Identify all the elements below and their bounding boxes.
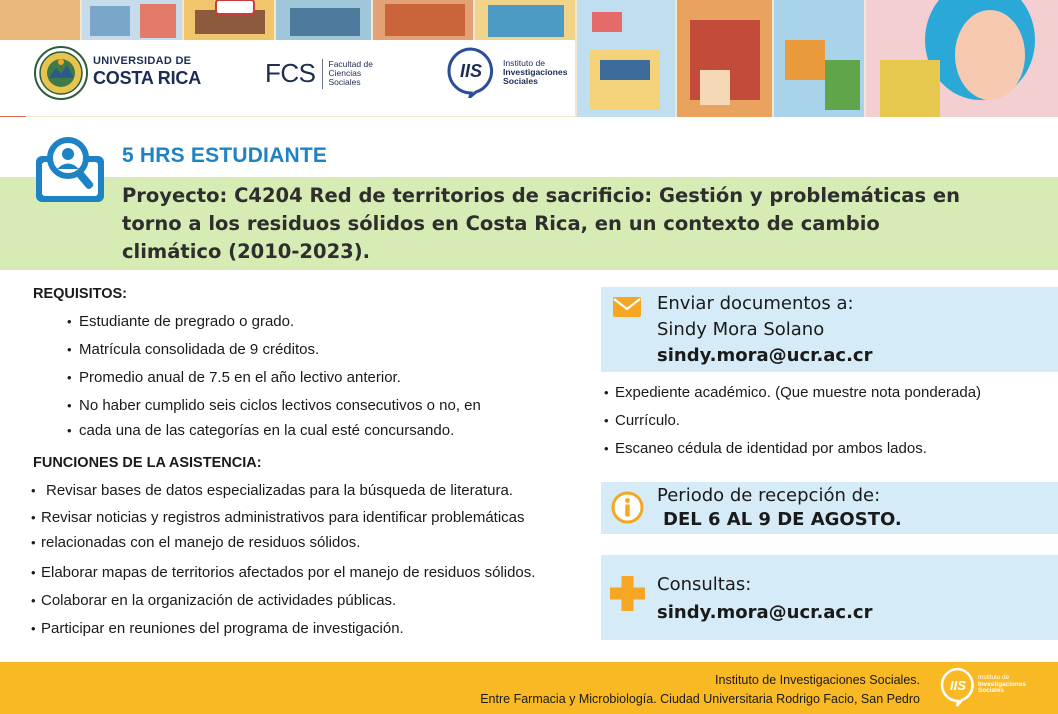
periodo-label: Periodo de recepción de: [657, 485, 881, 506]
funciones-heading: FUNCIONES DE LA ASISTENCIA: [33, 455, 262, 471]
project-title-line2: torno a los residuos sólidos en Costa Rica, en un contexto de cambio [122, 212, 880, 235]
iis-logo-icon [446, 46, 496, 98]
funciones-list [31, 478, 535, 642]
ucr-line2: COSTA RICA [93, 68, 201, 88]
ucr-logo-text [93, 56, 201, 87]
project-title-line1: Proyecto: C4204 Red de territorios de sacrificio: Gestión y problemáticas en [122, 184, 960, 207]
iis-logo-text [503, 59, 567, 86]
footer-logo-line2: Investigaciones [978, 680, 1026, 688]
fcs-name [329, 60, 373, 87]
documento-item: • Currículo. [604, 407, 981, 435]
envio-email-link[interactable]: sindy.mora@ucr.ac.cr [657, 345, 873, 366]
funcion-item: • Elaborar mapas de territorios afectados por el manejo de residuos sólidos. [31, 560, 535, 586]
consultas-email[interactable] [657, 599, 872, 627]
periodo-dates-row [657, 508, 902, 532]
funcion-item-continued: • relacionadas con el manejo de residuos sólidos. [31, 531, 535, 560]
consultas-label: Consultas: [657, 574, 752, 595]
requisito-item: • Matrícula consolidada de 9 créditos. [67, 337, 481, 363]
header-banner [0, 0, 1058, 117]
svg-text:IIS: IIS [459, 61, 483, 81]
consultas-text [657, 571, 872, 627]
requisito-item-continued: • cada una de las categorías en la cual esté concursando. [67, 418, 481, 443]
fcs-logo [265, 58, 373, 89]
footer-address [480, 671, 920, 709]
consultas-email-link[interactable]: sindy.mora@ucr.ac.cr [657, 602, 873, 623]
periodo-text [657, 484, 902, 532]
documento-item: • Escaneo cédula de identidad por ambos lados. [604, 435, 981, 463]
iis-line1: Instituto de [503, 58, 546, 68]
footer-line2: Entre Farmacia y Microbiología. Ciudad Universitaria Rodrigo Facio, San Pedro [480, 692, 920, 706]
requisitos-list [67, 309, 481, 443]
footer-iis-logo-icon [940, 667, 976, 707]
fcs-line3: Sociales [328, 76, 361, 87]
funcion-item: • Colaborar en la organización de actividades públicas. [31, 588, 535, 614]
requisito-item: • Estudiante de pregrado o grado. [67, 309, 481, 335]
iis-line3: Sociales [503, 76, 538, 87]
envio-email[interactable] [657, 343, 872, 369]
footer-logo-text [978, 675, 1026, 695]
funcion-text: Revisar bases de datos especializadas para la búsqueda de literatura. [46, 482, 513, 499]
footer-line1: Instituto de Investigaciones Sociales. [715, 673, 920, 687]
envelope-icon [612, 296, 642, 318]
envio-label: Enviar documentos a: [657, 293, 854, 314]
fcs-divider [322, 59, 323, 89]
fcs-abbr: FCS [265, 58, 316, 88]
project-title-line3: climático (2010-2023). [122, 240, 371, 263]
documento-item: • Expediente académico. (Que muestre nota ponderada) [604, 379, 981, 407]
requisito-item: • Promedio anual de 7.5 en el año lectivo anterior. [67, 365, 481, 391]
funcion-item: • Participar en reuniones del programa de investigación. [31, 616, 535, 642]
info-icon [611, 491, 644, 524]
footer-logo-line3: Sociales [978, 687, 1004, 695]
ucr-line1: UNIVERSIDAD DE [93, 55, 192, 67]
fcs-line2: Ciencias [328, 68, 362, 79]
project-title [122, 182, 982, 266]
periodo-dates: DEL 6 AL 9 DE AGOSTO. [663, 509, 902, 530]
requisitos-heading: REQUISITOS: [33, 286, 127, 302]
funcion-item [31, 478, 535, 504]
requisito-item: • No haber cumplido seis ciclos lectivos consecutivos o no, en [67, 393, 481, 418]
documentos-list [604, 379, 981, 463]
envio-name: Sindy Mora Solano [657, 319, 825, 340]
hours-label: 5 HRS ESTUDIANTE [122, 144, 328, 167]
fcs-line1: Facultad de [328, 59, 373, 70]
envio-text [657, 291, 872, 369]
iis-line2: Investigaciones [503, 67, 568, 78]
ucr-seal-icon [34, 46, 88, 100]
search-person-icon [34, 134, 106, 206]
svg-text:IIS: IIS [950, 678, 966, 693]
plus-icon [610, 576, 645, 611]
footer-logo-line1: Instituto de [978, 674, 1010, 681]
left-column [0, 270, 585, 660]
funcion-item: • Revisar noticias y registros administrativos para identificar problemáticas [31, 506, 535, 531]
footer [0, 662, 1058, 714]
